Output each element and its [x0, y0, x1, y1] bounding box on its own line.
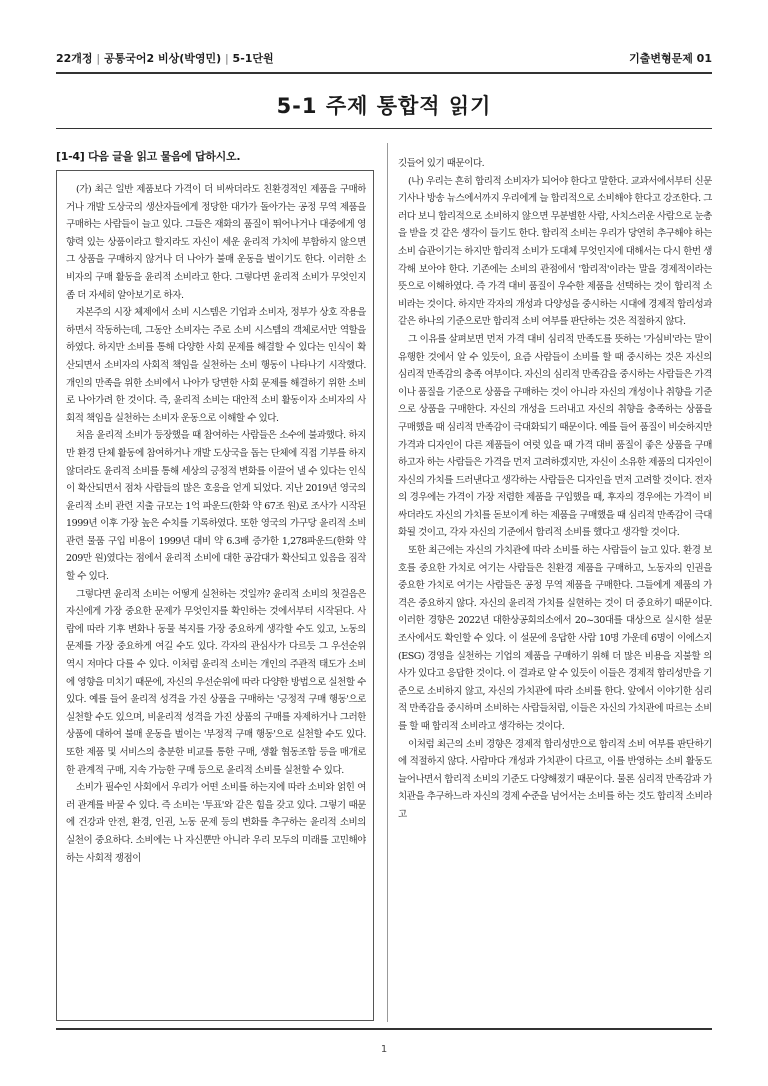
header-separator: | [96, 52, 101, 65]
header-curriculum: 22개정 [56, 52, 93, 65]
page-number: 1 [380, 1044, 388, 1055]
header-course-info [56, 50, 274, 66]
passage-continuation: 깃들어 있기 때문이다. [398, 158, 485, 169]
page-title: 5-1 주제 통합적 읽기 [276, 94, 492, 118]
passage-paragraph: 그렇다면 윤리적 소비는 어떻게 실천하는 것일까? 윤리적 소비의 첫걸음은 자신에게 가장 중요한 문제가 무엇인지를 확인하는 것에서부터 시작된다. 사람에 따라 기후 변화나 동물 복지를 가장 중요하게 생각할 수도 있고, 노동의 문제를 가장 중요하게 여길 수도 있다. 각자의 관심사가 다르듯 그 우선순위 역시 저마다 다를 수 있다. 이처럼 윤리적 소비는 개인의 주관적 태도가 소비에 영향을 미치기 때문에, 자신의 우선순위에 따라 다양한 방법으로 실천할 수 있다. 예를 들어 윤리적 성격을 가진 상품을 구매하는 '긍정적 구매 행동'으로 실천할 수도 있으며, 비윤리적 성격을 가진 상품의 구매를 자제하거나 그러한 상품에 대하여 불매 운동을 벌이는 '부정적 구매 행동'으로 실천할 수도 있다. 또한 제품 및 서비스의 충분한 비교를 통한 구매, 생활 협동조합 등을 매개로 한 관계적 구매, 지속 가능한 구매 등으로 윤리적 소비를 실천할 수 있다. [66, 588, 366, 776]
header-rule [56, 72, 712, 74]
right-column-text [398, 155, 712, 1015]
header-separator: | [224, 52, 229, 65]
passage-paragraph: 자본주의 시장 체제에서 소비 시스템은 기업과 소비자, 정부가 상호 작용을 하면서 작동하는데, 그동안 소비자는 주로 소비 시스템의 객체로서만 역할을 하였다. 하지만 소비를 통해 다양한 사회 문제를 해결할 수 있다는 인식이 확산되면서 소비자의 사회적 책임을 실천하는 소비 행동이 나타나기 시작했다. 개인의 만족을 위한 소비에서 나아가 당면한 사회 문제를 해결하기 위한 소비로 나아가려 한 것이다. 즉, 윤리적 소비는 대안적 소비 활동이자 소비자의 사회적 책임을 실천하는 소비자 운동으로 이해할 수 있다. [66, 307, 366, 424]
title-rule [56, 128, 712, 129]
question-prompt: [1-4] 다음 글을 읽고 물음에 답하시오. [56, 150, 241, 163]
column-divider [387, 143, 388, 1022]
page-header [56, 46, 712, 66]
header-doc-type: 기출변형문제 01 [629, 52, 712, 65]
passage-paragraph: 이처럼 최근의 소비 경향은 경제적 합리성만으로 합리적 소비 여부를 판단하기에 적절하지 않다. 사람마다 개성과 가치관이 다르고, 이를 반영하는 소비 활동도 늘어나면서 합리적 소비의 기준도 다양해졌기 때문이다. 물론 심리적 만족감과 가치관을 추구하느라 자신의 경제 수준을 넘어서는 소비를 하는 것도 합리적 소비라고 [398, 738, 712, 820]
header-subject: 공통국어2 비상(박영민) [103, 52, 222, 65]
passage-paragraph: 처음 윤리적 소비가 등장했을 때 참여하는 사람들은 소수에 불과했다. 하지만 환경 단체 활동에 참여하거나 개발 도상국을 돕는 단체에 직접 기부를 하지 않더라도 윤리적 소비를 통해 세상의 긍정적 변화를 이끌어 낼 수 있다는 인식이 확산되면서 점차 사람들의 많은 호응을 얻게 되었다. 지난 2019년 영국의 윤리적 소비 관련 지출 규모는 1억 파운드(한화 약 67조 원)로 조사가 시작된 1999년 이후 가장 높은 수치를 기록하였다. 또한 영국의 가구당 윤리적 소비 관련 물품 구입 비용이 1999년 대비 약 6.3배 증가한 1,278파운드(한화 약 209만 원)였다는 점에서 윤리적 소비에 대한 공감대가 확산되고 있음을 짐작할 수 있다. [66, 430, 366, 583]
passage-paragraph: 소비가 필수인 사회에서 우리가 어떤 소비를 하는지에 따라 소비와 얽힌 여러 관계를 바꿀 수 있다. 즉 소비는 '투표'와 같은 힘을 갖고 있다. 그렇기 때문에 건강과 안전, 환경, 인권, 노동 문제 등의 변화를 추구하는 윤리적 소비의 실천이 중요하다. 소비에는 나 자신뿐만 아니라 우리 모두의 미래를 고민해야 하는 사회적 쟁점이 [66, 782, 366, 864]
passage-paragraph: (가) 최근 일반 제품보다 가격이 더 비싸더라도 친환경적인 제품을 구매하거나 개발 도상국의 생산자들에게 정당한 대가가 돌아가는 공정 무역 제품을 구매하는 사람들이 늘고 있다. 그들은 재화의 품질이 뛰어나거나 대중에게 영향력 있는 상품이라고 할지라도 자신이 세운 윤리적 가치에 부합하지 않으면 그 상품을 구매하지 않거나 더 나아가 불매 운동을 벌이기도 한다. 이러한 소비자의 구매 활동을 윤리적 소비라고 한다. 그렇다면 윤리적 소비가 무엇인지 좀 더 자세히 알아보기로 하자. [66, 184, 366, 301]
header-unit: 5-1단원 [232, 52, 274, 65]
passage-paragraph: 또한 최근에는 자신의 가치관에 따라 소비를 하는 사람들이 늘고 있다. 환경 보호를 중요한 가치로 여기는 사람들은 친환경 제품을 구매하고, 노동자의 인권을 중요한 가치로 여기는 사람들은 공정 무역 제품을 구매한다. 그들에게 제품의 가격은 중요하지 않다. 자신의 윤리적 가치를 실현하는 것이 더 중요하기 때문이다. 이러한 경향은 2022년 대한상공회의소에서 20~30대를 대상으로 실시한 설문 조사에서도 확인할 수 있다. 이 설문에 응답한 사람 10명 가운데 6명이 이에스지(ESG) 경영을 실천하는 기업의 제품을 구매하기 위해 더 많은 비용을 지불할 의사가 있다고 응답한 것이다. 이 결과로 알 수 있듯이 이들은 경제적 합리성만을 기준으로 소비하지 않고, 자신의 가치관에 따라 소비를 한다. 앞에서 이야기한 심리적 만족감을 중시하며 소비하는 사람들처럼, 이들은 자신의 가치관에 따르는 소비를 할 때 합리적 소비라고 생각하는 것이다. [398, 545, 712, 732]
passage-paragraph: 그 이유를 살펴보면 먼저 가격 대비 심리적 만족도를 뜻하는 '가심비'라는 말이 유행한 것에서 알 수 있듯이, 요즘 사람들이 소비를 할 때 중시하는 것은 자신의 심리적 만족감의 충족 여부이다. 자신의 심리적 만족감을 중시하는 사람들은 가격이나 품질을 기준으로 상품을 구매하는 것이 아니라 자신의 개성이나 취향을 기준으로 상품을 구매한다. 자신의 개성을 드러내고 자신의 취향을 충족하는 상품을 구매했을 때 심리적 만족감이 극대화되기 때문이다. 예를 들어 품질이 비슷하지만 가격과 디자인이 다른 제품들이 여럿 있을 때 가격 대비 품질이 좋은 상품을 구매하고자 하는 사람들은 가격을 먼저 고려하겠지만, 자신이 소유한 제품의 디자인이 자신의 가치를 드러낸다고 생각하는 사람들은 디자인을 먼저 고려할 것이다. 전자의 경우에는 가격이 가장 저렴한 제품을 구입했을 때, 후자의 경우에는 가격이 비싸더라도 자신의 가치를 돋보이게 하는 제품을 구매했을 때 심리적 만족감이 극대화될 것이고, 각자 자신의 기준에서 합리적 소비를 했다고 생각할 것이다. [398, 333, 712, 539]
footer-rule [56, 1028, 712, 1030]
left-column-text [66, 181, 366, 1017]
passage-paragraph: (나) 우리는 흔히 합리적 소비자가 되어야 한다고 말한다. 교과서에서부터 신문 기사나 방송 뉴스에서까지 우리에게 늘 합리적으로 소비해야 한다고 강조한다. 그러다 보니 합리적으로 소비하지 않으면 무분별한 사람, 사치스러운 사람으로 눈총을 받을 것 같은 생각이 들기도 한다. 합리적 소비는 우리가 당연히 추구해야 하는 소비 습관이기는 하지만 합리적 소비가 도대체 무엇인지에 대해서는 다시 한번 생각해 보아야 한다. 기존에는 소비의 관점에서 '합리적'이라는 말을 경제적이라는 뜻으로 이해하였다. 즉 가격 대비 품질이 우수한 제품을 선택하는 것이 합리적 소비라는 것이다. 하지만 각자의 개성과 다양성을 중시하는 시대에 경제적 합리성과 같은 하나의 기준으로만 합리적 소비 여부를 판단하는 것은 적절하지 않다. [398, 175, 712, 328]
